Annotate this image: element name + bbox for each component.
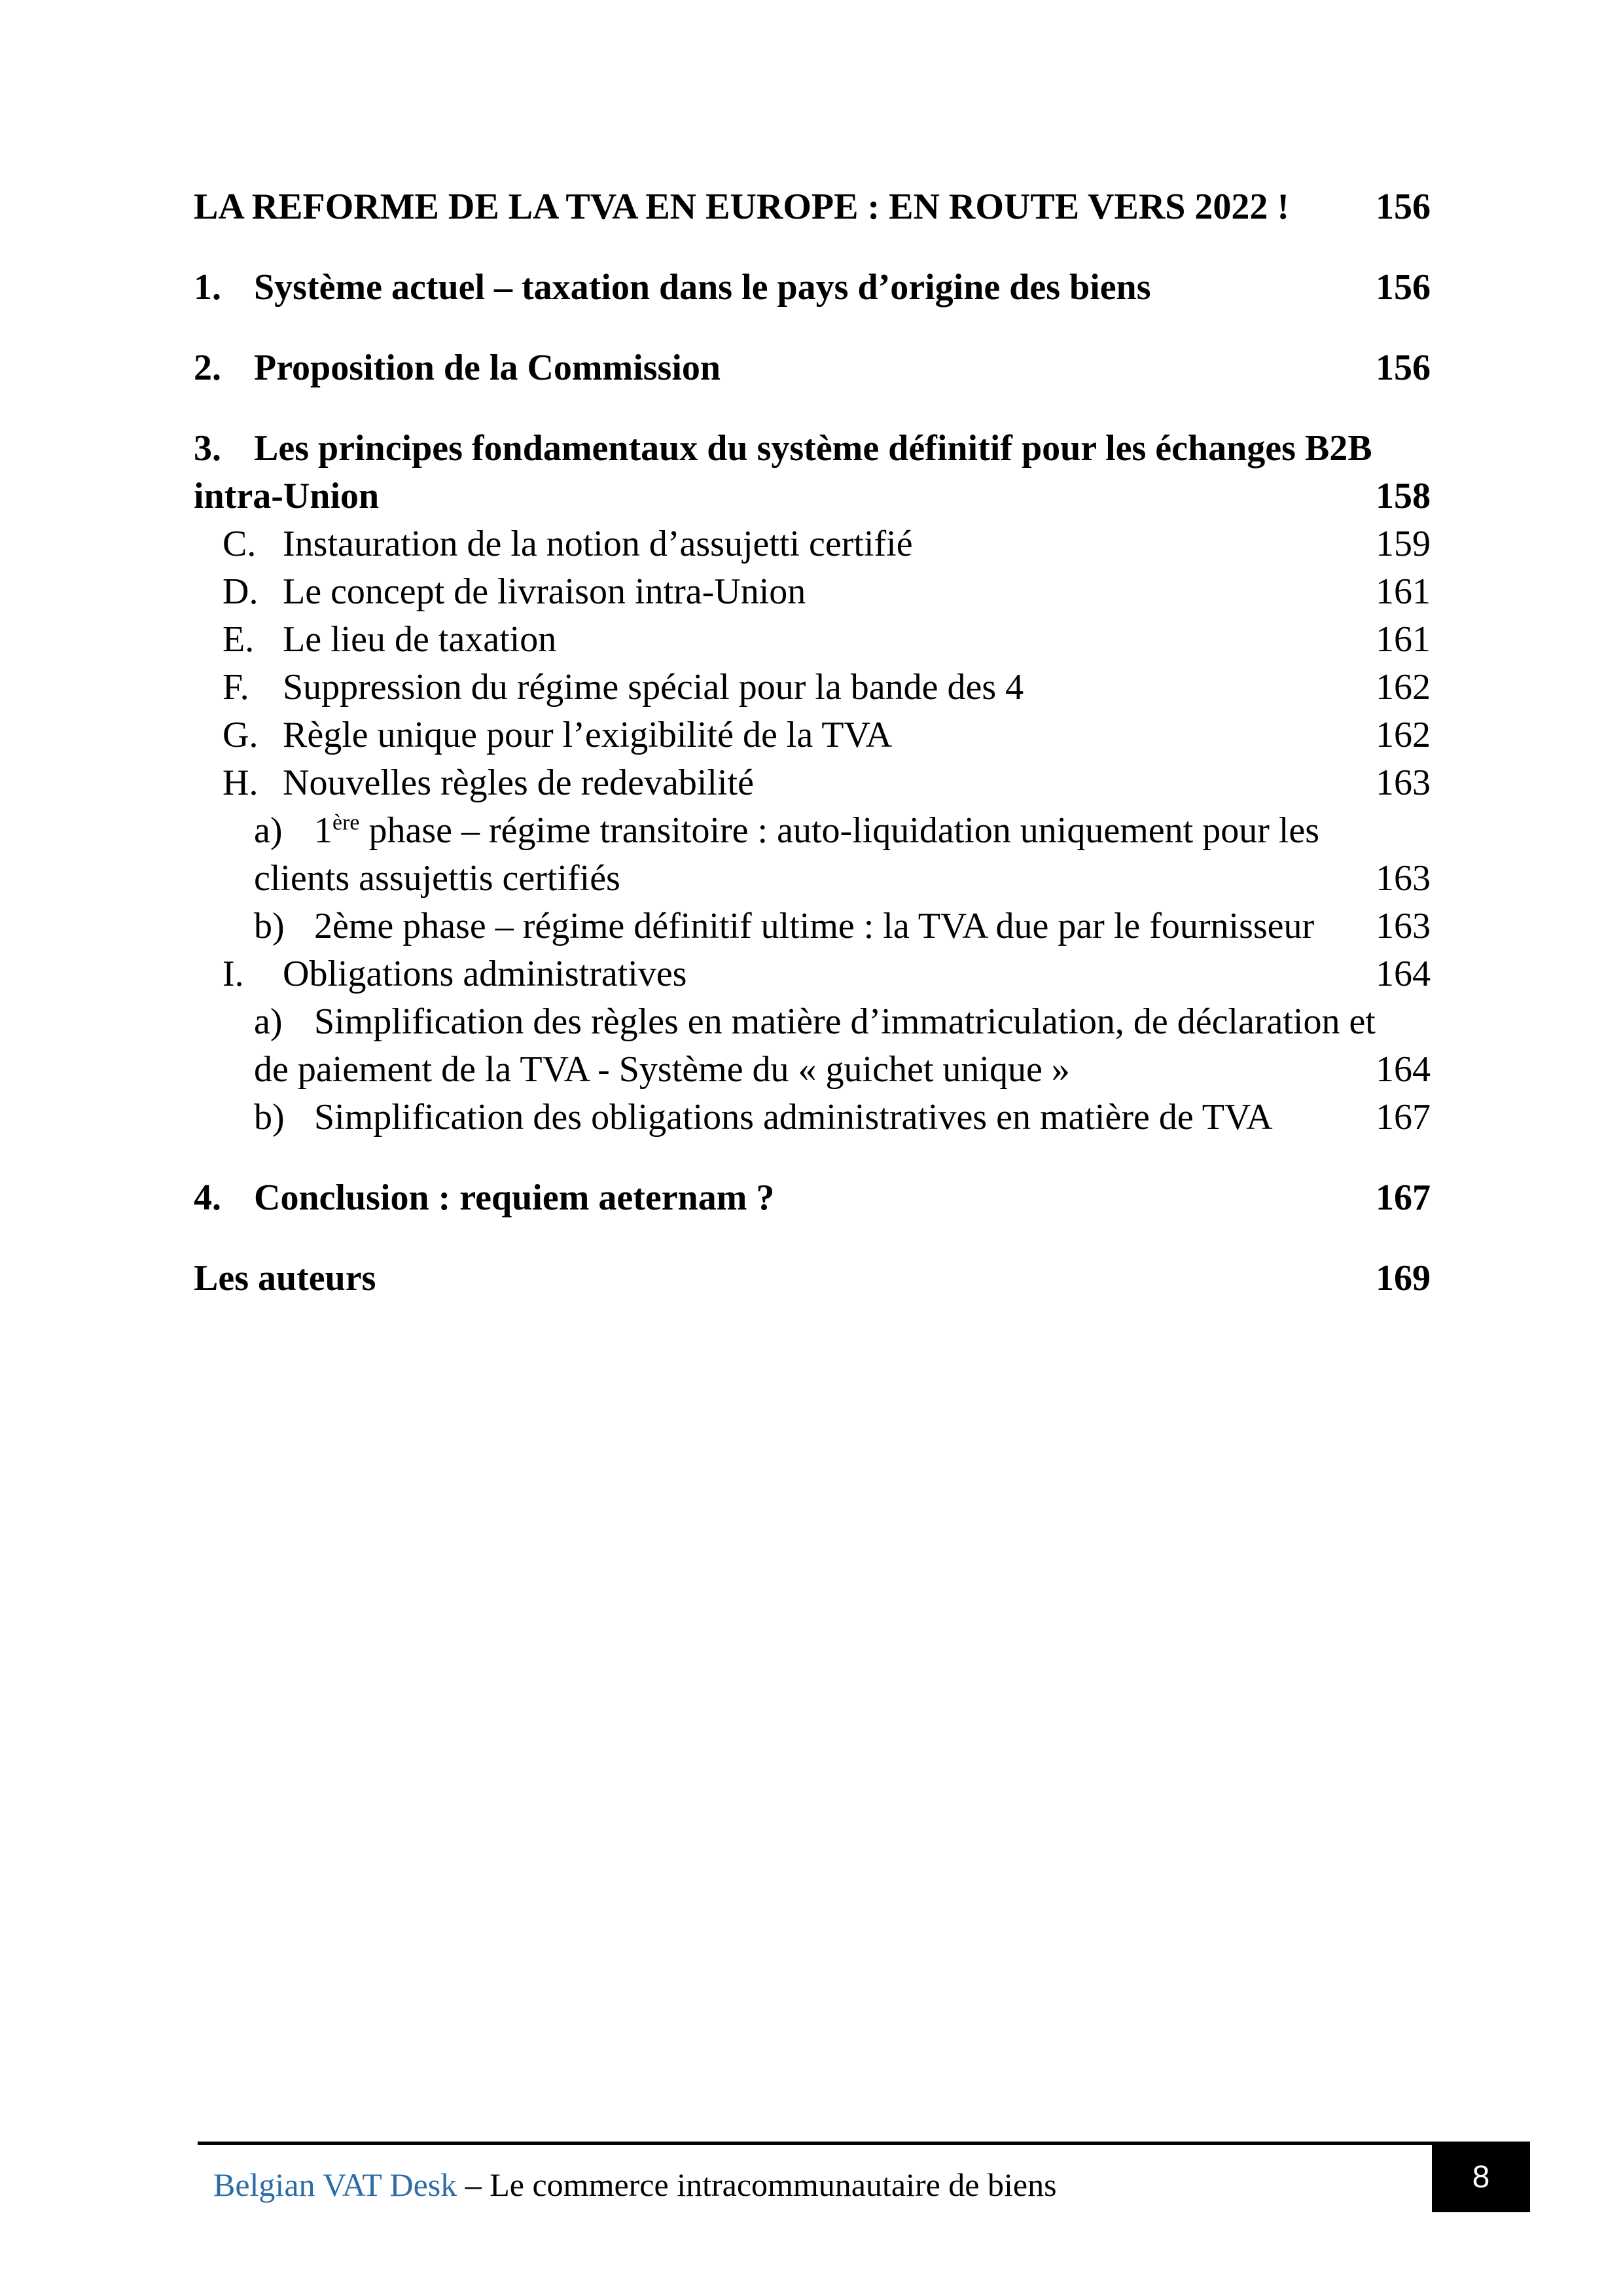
toc-title-continued: intra-Union	[194, 476, 380, 516]
toc-page: 159	[1376, 524, 1431, 564]
toc-entry-i-a[interactable]	[194, 998, 1431, 1094]
toc-entry-main[interactable]	[194, 183, 1431, 231]
footer-subtitle: – Le commerce intracommunautaire de biens	[457, 2166, 1057, 2203]
table-of-contents	[194, 183, 1431, 1302]
toc-entry-c[interactable]	[194, 520, 1431, 568]
toc-title: Simplification des règles en matière d’immatriculation, de déclaration et	[314, 1001, 1376, 1042]
toc-entry-3[interactable]	[194, 425, 1431, 520]
toc-page: 156	[1376, 267, 1431, 308]
toc-title: phase – régime transitoire : auto-liquidation uniquement pour les	[368, 810, 1320, 851]
toc-title: Règle unique pour l’exigibilité de la TVA	[283, 715, 893, 755]
toc-page: 158	[1376, 476, 1431, 516]
toc-page: 163	[1376, 858, 1431, 899]
toc-page: 161	[1376, 571, 1431, 612]
toc-number: I.	[223, 954, 244, 994]
toc-page: 156	[1376, 348, 1431, 388]
toc-page: 163	[1376, 906, 1431, 946]
toc-number: D.	[223, 571, 259, 612]
toc-title: Suppression du régime spécial pour la bande des 4	[283, 667, 1024, 708]
page-number-badge	[1432, 2142, 1530, 2212]
toc-title: Les principes fondamentaux du système définitif pour les échanges B2B	[254, 428, 1372, 469]
toc-page: 169	[1376, 1258, 1431, 1299]
toc-page: 162	[1376, 667, 1431, 708]
toc-entry-authors[interactable]	[194, 1255, 1431, 1302]
page-number: 8	[1472, 2159, 1490, 2195]
toc-entry-h[interactable]	[194, 759, 1431, 807]
toc-title: Instauration de la notion d’assujetti certifié	[283, 524, 913, 564]
toc-entry-h-b[interactable]	[194, 903, 1431, 950]
toc-entry-2[interactable]	[194, 344, 1431, 392]
toc-page: 162	[1376, 715, 1431, 755]
toc-number: 3.	[194, 428, 221, 469]
toc-page: 164	[1376, 954, 1431, 994]
toc-title: Système actuel – taxation dans le pays d’origine des biens	[254, 267, 1151, 308]
toc-number: G.	[223, 715, 259, 755]
toc-entry-d[interactable]	[194, 568, 1431, 616]
toc-title: Obligations administratives	[283, 954, 687, 994]
toc-entry-i-b[interactable]	[194, 1094, 1431, 1141]
toc-entry-h-a[interactable]	[194, 807, 1431, 903]
toc-number: 2.	[194, 348, 221, 388]
toc-page: 167	[1376, 1097, 1431, 1138]
footer-brand: Belgian VAT Desk	[213, 2166, 457, 2203]
toc-title: Conclusion : requiem aeternam ?	[254, 1177, 775, 1218]
toc-page: 161	[1376, 619, 1431, 660]
toc-entry-g[interactable]	[194, 711, 1431, 759]
toc-number: C.	[223, 524, 257, 564]
toc-page: 156	[1376, 187, 1431, 227]
toc-title: LA REFORME DE LA TVA EN EUROPE : EN ROUTE VERS 2022 !	[194, 187, 1290, 227]
toc-title: Proposition de la Commission	[254, 348, 721, 388]
toc-title: 2ème phase – régime définitif ultime : la TVA due par le fournisseur	[314, 906, 1315, 946]
toc-title: Le lieu de taxation	[283, 619, 557, 660]
toc-title: Le concept de livraison intra-Union	[283, 571, 806, 612]
toc-ordinal: 1	[314, 810, 332, 851]
toc-entry-4[interactable]	[194, 1174, 1431, 1222]
toc-page: 163	[1376, 762, 1431, 803]
toc-number: a)	[254, 810, 283, 851]
toc-entry-f[interactable]	[194, 664, 1431, 711]
toc-number: H.	[223, 762, 259, 803]
toc-title: Nouvelles règles de redevabilité	[283, 762, 754, 803]
toc-number: F.	[223, 667, 249, 708]
toc-number: 4.	[194, 1177, 221, 1218]
toc-entry-e[interactable]	[194, 616, 1431, 664]
toc-number: E.	[223, 619, 255, 660]
toc-title-continued: de paiement de la TVA - Système du « guichet unique »	[254, 1049, 1070, 1090]
toc-entry-i[interactable]	[194, 950, 1431, 998]
toc-ordinal-suffix: ère	[332, 810, 360, 835]
toc-title: Simplification des obligations administratives en matière de TVA	[314, 1097, 1273, 1138]
toc-page: 164	[1376, 1049, 1431, 1090]
toc-title-continued: clients assujettis certifiés	[254, 858, 620, 899]
footer-text	[213, 2165, 1057, 2204]
toc-title: Les auteurs	[194, 1258, 376, 1299]
toc-number: 1.	[194, 267, 221, 308]
toc-number: b)	[254, 1097, 285, 1138]
footer-rule	[198, 2142, 1432, 2145]
toc-number: a)	[254, 1001, 283, 1042]
toc-number: b)	[254, 906, 285, 946]
toc-page: 167	[1376, 1177, 1431, 1218]
toc-entry-1[interactable]	[194, 264, 1431, 312]
